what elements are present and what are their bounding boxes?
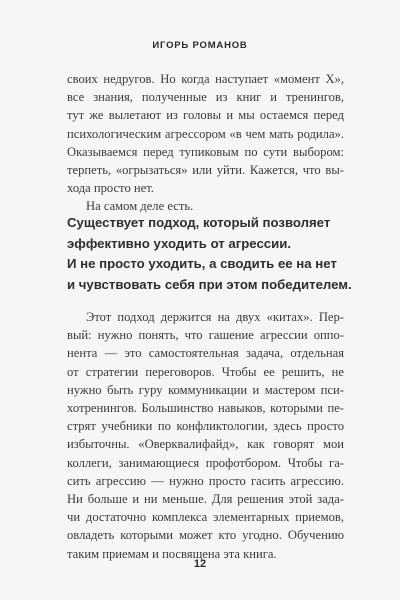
text-line: овладеть которыми может кто угодно. Обучению <box>67 528 344 543</box>
text-line: своих недругов. Но когда наступает «момент Х», <box>67 72 344 86</box>
text-line: сить агрессию — нужно просто гасить агрессию. <box>67 473 344 488</box>
page-number: 12 <box>193 558 207 570</box>
emphasis-line: эффективно уходить от агрессии. <box>67 235 292 251</box>
emphasis-line: Существует подход, который позволяет <box>67 215 331 230</box>
text-line: вый: нужно понять, что гашение агрессии оппо- <box>67 328 344 343</box>
text-line: все знания, полученные из книг и тренингов, <box>67 90 344 105</box>
emphasis-block <box>67 213 357 295</box>
text-line: стрят учебники по конфликтологии, здесь просто <box>67 419 344 434</box>
text-line: хода просто нет. <box>67 181 154 196</box>
text-line: Ни больше и ни меньше. Для решения этой зада- <box>67 492 344 507</box>
paragraph-approach <box>67 308 344 563</box>
paragraph-short-answer: На самом деле есть. <box>86 199 194 214</box>
text-line: хотренингов. Большинство навыков, которыми пе- <box>67 401 344 416</box>
text-line: нента — это самостоятельная задача, отдельная <box>67 346 344 361</box>
text-line: коллеги, занимающиеся профотбором. Чтобы га- <box>67 455 344 470</box>
emphasis-line: И не просто уходить, а сводить ее на нет <box>67 256 337 271</box>
text-line: терпеть, «огрызаться» или уйти. Кажется, что вы- <box>67 163 344 178</box>
running-head-author: ИГОРЬ РОМАНОВ <box>152 40 248 51</box>
text-line: от стратегии переговоров. Чтобы ее решить, не <box>67 364 344 379</box>
text-line: психологическим агрессором «в чем мать родила». <box>67 126 344 141</box>
text-line: таким приемам и посвящена эта книга. <box>67 546 277 561</box>
text-line: чи достаточно комплекса элементарных приемов, <box>67 510 344 525</box>
emphasis-line: и чувствовать себя при этом победителем. <box>67 276 352 292</box>
text-line: тут же вылетают из головы и мы остаемся перед <box>67 108 344 123</box>
text-line: Этот подход держится на двух «китах». Пер- <box>86 310 344 324</box>
text-line: Оказываемся перед тупиковым по сути выбором: <box>67 144 344 159</box>
text-line: нужно быть гуру коммуникации и мастером пси- <box>67 382 344 397</box>
text-line: избыточны. «Оверквалифайд», как говорят мои <box>67 437 344 452</box>
paragraph-intro <box>67 70 344 216</box>
